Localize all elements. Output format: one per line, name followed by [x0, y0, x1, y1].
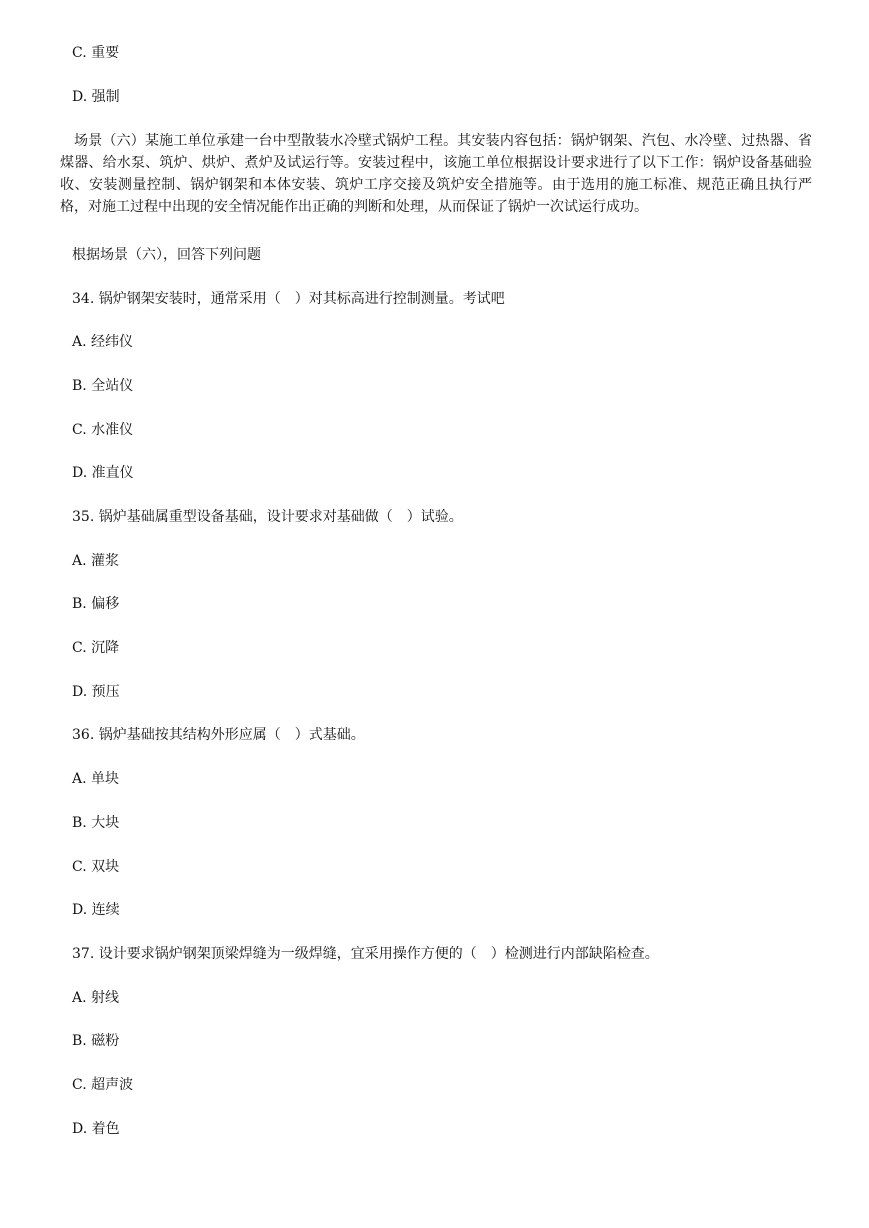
question-36-option-a: A. 单块	[72, 771, 120, 787]
scenario-prompt: 根据场景（六），回答下列问题	[72, 247, 261, 263]
question-35-option-a: A. 灌浆	[72, 553, 120, 569]
scenario-paragraph: 场景（六）某施工单位承建一台中型散装水冷壁式锅炉工程。其安装内容包括：锅炉钢架、汽包、水冷壁、过热器、省煤器、给水泵、筑炉、烘炉、煮炉及试运行等。安装过程中，该施工单位根据设计要求进行了以下工作：锅炉设备基础验收、安装测量控制、锅炉钢架和本体安装、筑炉工序交接及筑炉安全措施等。由于选用的施工标准、规范正确且执行严格，对施工过程中出现的安全情况能作出正确的判断和处理，从而保证了锅炉一次试运行成功。	[60, 133, 812, 215]
question-37-stem: 37. 设计要求锅炉钢架顶梁焊缝为一级焊缝，宜采用操作方便的（ ）检测进行内部缺陷检查。	[72, 946, 659, 962]
question-37-option-c: C. 超声波	[72, 1077, 134, 1093]
question-36-option-c: C. 双块	[72, 859, 120, 875]
question-35-option-c: C. 沉降	[72, 640, 120, 656]
question-34-option-c: C. 水准仪	[72, 422, 134, 438]
question-35-option-b: B. 偏移	[72, 596, 120, 612]
question-34-option-d: D. 准直仪	[72, 465, 134, 481]
prev-option-d: D. 强制	[72, 89, 120, 105]
question-36-option-b: B. 大块	[72, 815, 120, 831]
question-34-stem: 34. 锅炉钢架安装时，通常采用（ ）对其标高进行控制测量。考试吧	[72, 291, 505, 307]
question-36-option-d: D. 连续	[72, 902, 120, 918]
question-35-option-d: D. 预压	[72, 684, 120, 700]
question-34-option-b: B. 全站仪	[72, 378, 134, 394]
question-37-option-d: D. 着色	[72, 1121, 120, 1137]
prev-option-c: C. 重要	[72, 45, 120, 61]
question-37-option-a: A. 射线	[72, 990, 120, 1006]
question-34-option-a: A. 经纬仪	[72, 334, 134, 350]
question-37-option-b: B. 磁粉	[72, 1033, 120, 1049]
question-36-stem: 36. 锅炉基础按其结构外形应属（ ）式基础。	[72, 727, 365, 743]
question-35-stem: 35. 锅炉基础属重型设备基础，设计要求对基础做（ ）试验。	[72, 509, 463, 525]
